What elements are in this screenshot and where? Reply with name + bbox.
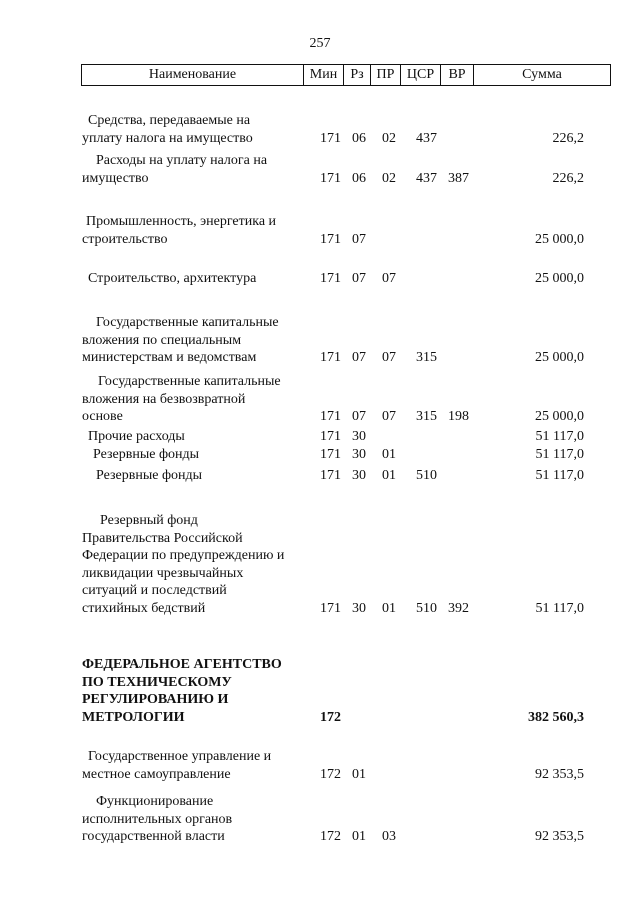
row-sum: 51 117,0 xyxy=(535,468,584,483)
row-min: 171 xyxy=(320,130,341,146)
row-name-line: местное самоуправление xyxy=(82,766,231,782)
table-row xyxy=(0,512,640,617)
row-name-line: Резервные фонды xyxy=(96,468,203,483)
row-name-line: Государственные капитальные xyxy=(98,374,281,389)
row-rz: 01 xyxy=(352,829,366,844)
row-sum: 92 353,5 xyxy=(535,829,584,844)
row-pr: 07 xyxy=(382,350,396,365)
row-name-line: Государственное управление и xyxy=(88,749,272,764)
row-min: 171 xyxy=(320,409,341,424)
row-name-line: уплату налога на имущество xyxy=(82,130,253,146)
row-name-line: Правительства Российской xyxy=(82,530,243,546)
row-sum: 226,2 xyxy=(552,170,584,186)
row-pr: 02 xyxy=(382,170,396,186)
row-sum: 382 560,3 xyxy=(528,709,584,725)
row-sum: 25 000,0 xyxy=(535,409,584,424)
header-name: Наименование xyxy=(148,67,237,82)
row-pr: 01 xyxy=(382,468,396,483)
row-pr: 07 xyxy=(382,409,396,424)
row-rz: 07 xyxy=(352,350,366,365)
row-rz: 30 xyxy=(352,429,366,444)
row-rz: 30 xyxy=(352,468,366,483)
table-row xyxy=(0,467,640,485)
row-rz: 06 xyxy=(352,170,366,186)
table-row xyxy=(0,446,640,464)
row-min: 171 xyxy=(320,447,341,462)
row-name-line: МЕТРОЛОГИИ xyxy=(82,709,185,725)
row-min: 171 xyxy=(320,468,341,483)
row-sum: 226,2 xyxy=(552,130,584,146)
row-name-line: исполнительных органов xyxy=(82,811,233,827)
row-name-line: основе xyxy=(82,409,123,424)
row-min: 172 xyxy=(320,709,341,725)
header-pr: ПР xyxy=(370,65,400,85)
row-vr: 387 xyxy=(448,170,469,186)
header-min: Мин xyxy=(303,65,343,85)
row-name-line: РЕГУЛИРОВАНИЮ И xyxy=(82,692,229,707)
row-csr: 510 xyxy=(416,600,437,616)
row-csr: 437 xyxy=(416,170,437,186)
row-rz: 01 xyxy=(352,766,366,782)
row-pr: 01 xyxy=(382,600,396,616)
row-vr: 392 xyxy=(448,600,469,616)
row-name-line: ситуаций и последствий xyxy=(82,583,227,598)
row-name-line: Резервный фонд xyxy=(100,513,198,528)
header-rz: Рз xyxy=(343,65,370,85)
row-rz: 30 xyxy=(352,600,366,616)
row-min: 171 xyxy=(320,231,341,247)
row-sum: 25 000,0 xyxy=(535,231,584,247)
row-csr: 437 xyxy=(416,130,437,146)
table-row xyxy=(0,112,640,147)
table-row xyxy=(0,793,640,846)
row-rz: 07 xyxy=(352,271,366,286)
row-sum: 51 117,0 xyxy=(535,447,584,462)
row-name-line: ФЕДЕРАЛЬНОЕ АГЕНТСТВО xyxy=(82,657,282,672)
row-name-line: государственной власти xyxy=(82,829,225,844)
row-name-line: вложения на безвозвратной xyxy=(82,391,246,407)
row-name-line: строительство xyxy=(82,231,168,247)
row-name-line: имущество xyxy=(82,170,149,186)
row-name-line: министерствам и ведомствам xyxy=(82,350,257,365)
row-sum: 25 000,0 xyxy=(535,271,584,286)
table-row xyxy=(0,748,640,783)
row-name-line: вложения по специальным xyxy=(82,332,242,348)
row-pr: 02 xyxy=(382,130,396,146)
row-name-line: Строительство, архитектура xyxy=(88,271,257,286)
row-rz: 06 xyxy=(352,130,366,146)
row-sum: 25 000,0 xyxy=(535,350,584,365)
row-min: 172 xyxy=(320,829,341,844)
row-name-line: стихийных бедствий xyxy=(82,600,206,616)
table-row xyxy=(0,213,640,248)
table-row xyxy=(0,428,640,446)
row-min: 172 xyxy=(320,766,341,782)
header-vr: ВР xyxy=(440,65,473,85)
row-csr: 315 xyxy=(416,409,437,424)
table-row xyxy=(0,373,640,426)
table-row xyxy=(0,314,640,367)
row-name-line: Прочие расходы xyxy=(88,429,185,444)
row-pr: 03 xyxy=(382,829,396,844)
row-name-line: Государственные капитальные xyxy=(96,315,279,330)
page-number: 257 xyxy=(309,36,331,51)
row-name-line: ликвидации чрезвычайных xyxy=(82,565,244,581)
row-pr: 07 xyxy=(382,271,396,286)
row-rz: 30 xyxy=(352,447,366,462)
row-name-line: Средства, передаваемые на xyxy=(88,113,251,128)
row-sum: 51 117,0 xyxy=(535,429,584,444)
row-sum: 92 353,5 xyxy=(535,766,584,782)
row-csr: 510 xyxy=(416,468,437,483)
row-name-line: Федерации по предупреждению и xyxy=(82,548,285,563)
row-vr: 198 xyxy=(448,409,469,424)
table-row xyxy=(0,152,640,187)
row-csr: 315 xyxy=(416,350,437,365)
header-sum: Сумма xyxy=(473,65,610,85)
table-row xyxy=(0,270,640,288)
header-csr: ЦСР xyxy=(400,65,440,85)
table-header xyxy=(81,64,611,86)
row-min: 171 xyxy=(320,271,341,286)
row-min: 171 xyxy=(320,600,341,616)
row-rz: 07 xyxy=(352,231,366,247)
table-row xyxy=(0,656,640,726)
row-name-line: Расходы на уплату налога на xyxy=(96,153,268,168)
row-min: 171 xyxy=(320,170,341,186)
row-min: 171 xyxy=(320,429,341,444)
row-name-line: Резервные фонды xyxy=(93,447,200,462)
row-sum: 51 117,0 xyxy=(535,600,584,616)
row-name-line: Промышленность, энергетика и xyxy=(86,214,277,229)
row-pr: 01 xyxy=(382,447,396,462)
row-min: 171 xyxy=(320,350,341,365)
row-rz: 07 xyxy=(352,409,366,424)
row-name-line: ПО ТЕХНИЧЕСКОМУ xyxy=(82,674,232,690)
row-name-line: Функционирование xyxy=(96,794,214,809)
